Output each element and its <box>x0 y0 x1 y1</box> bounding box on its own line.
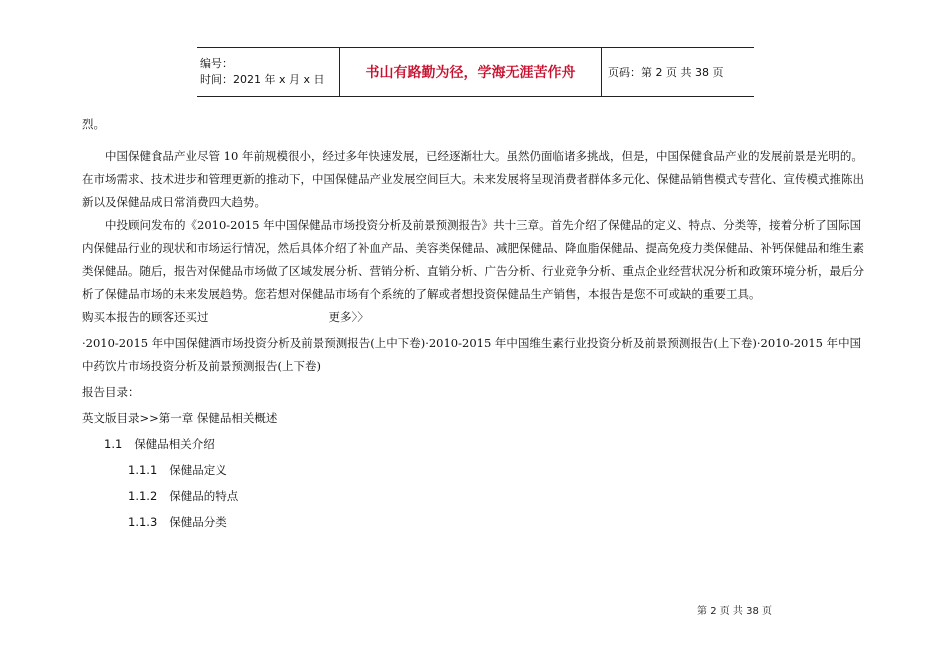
related-reports[interactable]: ·2010-2015 年中国保健酒市场投资分析及前景预测报告(上中下卷)·2010-2015 年中国维生素行业投资分析及前景预测报告(上下卷)·2010-2015 年中国中药饮片市场投资分析及前景预测报告(上下卷) <box>82 336 862 373</box>
toc-item-number: 1.1.3 <box>128 515 158 529</box>
toc-item <box>82 511 872 534</box>
toc-item-title: 保健品的特点 <box>169 489 239 503</box>
document-body <box>82 113 872 534</box>
toc-item-number: 1.1.2 <box>128 489 158 503</box>
also-bought-label: 购买本报告的顾客还买过 <box>82 310 209 324</box>
header-meta <box>197 48 339 96</box>
toc-item-number: 1.1 <box>104 437 123 451</box>
paragraph-report: 中投顾问发布的《2010-2015 年中国保健品市场投资分析及前景预测报告》共十三章。首先介绍了保健品的定义、特点、分类等，接着分析了国际国内保健品行业的现状和市场运行情况，然后具体介绍了补血产品、美容类保健品、减肥保健品、降血脂保健品、提高免疫力类保健品、补钙保健品和维生素类保健品。随后，报告对保健品市场做了区域发展分析、营销分析、直销分析、广告分析、行业竞争分析、重点企业经营状况分析和政策环境分析，最后分析了保健品市场的未来发展趋势。您若想对保健品市场有个系统的了解或者想投资保健品生产销售，本报告是您不可或缺的重要工具。 <box>82 218 864 301</box>
page-footer: 第 2 页 共 38 页 <box>697 606 772 617</box>
toc-item-number: 1.1.1 <box>128 463 158 477</box>
toc-item <box>82 485 872 508</box>
page-header <box>197 47 754 97</box>
toc-item <box>82 433 872 456</box>
header-motto-cell <box>339 48 602 96</box>
toc-heading: 报告目录： <box>82 385 140 399</box>
header-time: 时间：2021 年 x 月 x 日 <box>200 73 325 86</box>
toc-item-title: 保健品定义 <box>169 463 227 477</box>
paragraph-industry: 中国保健食品产业尽管 10 年前规模很小，经过多年快速发展，已经逐渐壮大。虽然仍面临诸多挑战，但是，中国保健食品产业的发展前景是光明的。在市场需求、技术进步和管理更新的推动下，中国保健品产业发展空间巨大。未来发展将呈现消费者群体多元化、保健品销售模式专营化、宣传模式推陈出新以及保健品成日常消费四大趋势。 <box>82 149 864 209</box>
toc-chapter-1[interactable]: 英文版目录>>第一章 保健品相关概述 <box>82 411 278 425</box>
more-link[interactable]: 更多〉〉 <box>328 310 369 324</box>
header-page-text: 页码：第 2 页 共 38 页 <box>608 66 724 79</box>
toc-item-title: 保健品相关介绍 <box>134 437 215 451</box>
header-number: 编号： <box>200 57 233 70</box>
toc-item-title: 保健品分类 <box>169 515 227 529</box>
carry-over-text: 烈。 <box>82 117 105 131</box>
header-motto: 书山有路勤为径，学海无涯苦作舟 <box>365 65 576 81</box>
also-bought-line <box>82 306 872 329</box>
header-page-info <box>602 48 754 96</box>
toc-item <box>82 459 872 482</box>
